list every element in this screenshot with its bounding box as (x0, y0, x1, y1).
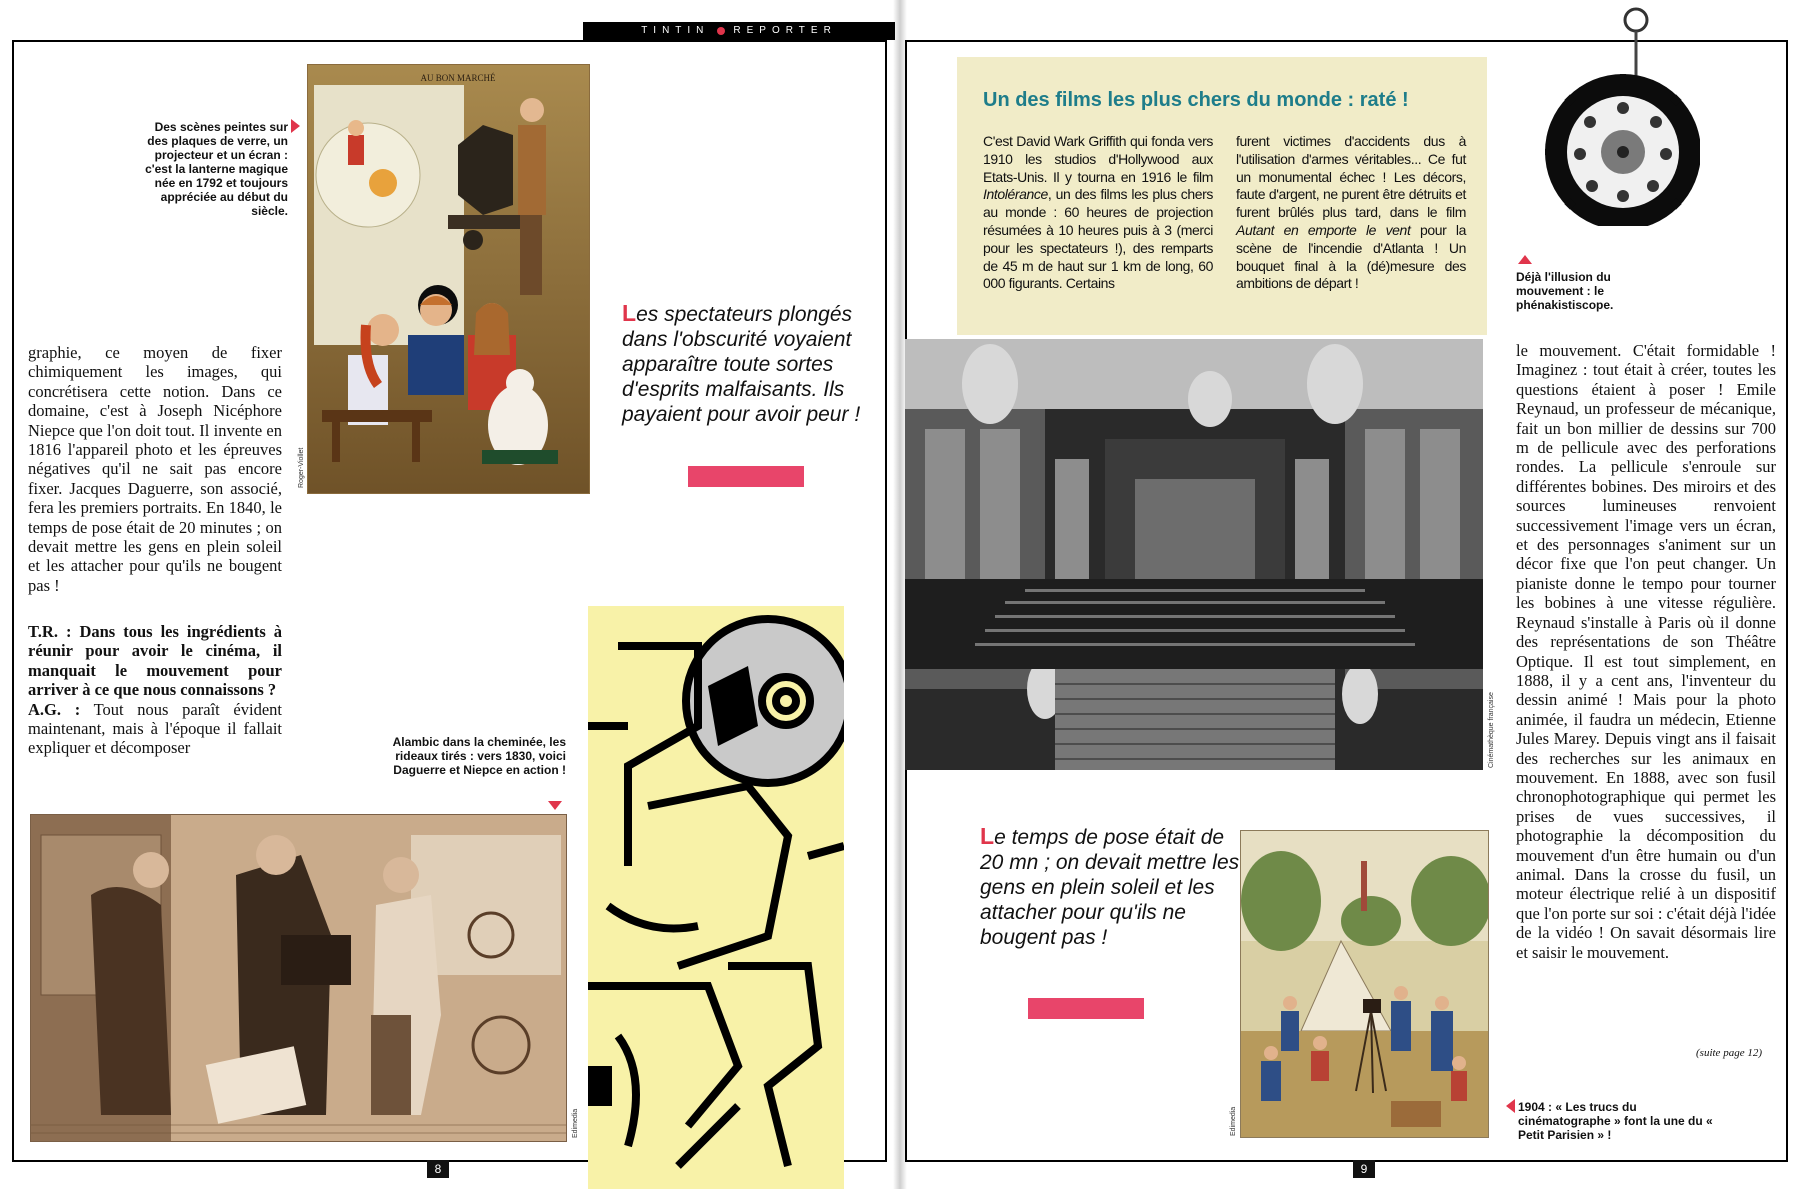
right-quote-text: e temps de pose était de 20 mn ; on devait mettre les gens en plein soleil et les attacher pour qu'ils ne bougent pas ! (980, 826, 1240, 949)
continued-note: (suite page 12) (1696, 1047, 1762, 1059)
right-body-text: le mouvement. C'était formidable ! Imaginez : tout était à créer, toutes les questions étaient à poser ! Emile Reynaud, un professeur de mécanique, fait un bon millier de dessins sur 700 m de pellicule avec des perforations rondes. La pellicule s'enroule sur différentes bobines. Des miroirs et des sources lumineuses renvoient successivement l'image vers un écran, et des personnages s'animent sur un décor fixe que l'on peut changer. Un pianiste donne le tempo pour tourner les bobines à une vitesse régulière. Reynaud s'installe à Paris où il donne des représentations de son Théâtre Optique. Il est tout simplement, en 1888, il y a cent ans, l'inventeur du dessin animé ! Mais pour la photo animée, il faudra un médecin, Etienne Jules Marey. Depuis vingt ans il faisait des recherches sur les animaux en mouvement. En 1888, avec son fusil chronophotographique qui permet les prises de vues successives, il photographie la décomposition du mouvement d'un être humain ou d'un animal. Dans la crosse du fusil, un moteur électrique relié à un dispositif que l'on porte sur soi : c'était déjà l'idée de la vidéo ! On savait désormais lire et saisir le mouvement. (1516, 341, 1777, 962)
petit-parisien-caption: 1904 : « Les trucs du cinématographe » font la une du « Petit Parisien » ! (1518, 1100, 1713, 1142)
header-dot-icon (717, 27, 725, 35)
sidebar-col2-a: furent victimes d'accidents dus à l'utilisation d'armes véritables... Ce fut un monumental échec ! Les décors, faute d'argent, ne purent être détruits et furent brûlés plus tard, dans le film (1236, 133, 1466, 221)
sidebar-col1-a: C'est David Wark Griffith qui fonda vers 1910 les studios d'Hollywood aux Etats-Unis. Il y tourna en 1916 le film (983, 133, 1213, 185)
phenakistiscope-drawing (1538, 4, 1700, 226)
sidebar-column-1 (983, 133, 1213, 293)
header-word-reporter: REPORTER (733, 25, 837, 36)
phenakistiscope-caption: Déjà l'illusion du mouvement : le phénakistiscope. (1516, 270, 1614, 312)
sidebar-film-intolerance: Intolérance (983, 186, 1048, 203)
caption-arrow-down-icon (548, 801, 562, 810)
magic-lantern-drawing (308, 65, 590, 494)
tintin-comic-drawing (588, 606, 844, 1189)
petit-parisien-drawing (1241, 831, 1489, 1138)
caption-arrow-left-icon (1506, 1099, 1515, 1113)
petit-parisien-credit: Edimedia (1230, 1106, 1237, 1136)
sidebar-column-2 (1236, 133, 1466, 293)
caption-arrow-up-icon (1518, 255, 1532, 264)
page-number-right: 9 (1353, 1160, 1375, 1178)
phenakistiscope-image (1538, 4, 1700, 226)
page-number-left: 8 (427, 1160, 449, 1178)
caption-arrow-right-icon (291, 119, 300, 133)
daguerre-engraving-drawing (31, 815, 567, 1142)
intolerance-still-drawing (905, 339, 1483, 770)
sidebar-col2-b: pour la scène de l'incendie d'Atlanta ! Un bouquet final à la (dé)mesure des ambitions de départ ! (1236, 221, 1467, 292)
left-pull-quote (622, 301, 884, 427)
magic-lantern-caption-text: Des scènes peintes sur des plaques de verre, un projecteur et un écran : c'est la lanterne magique née en 1792 et toujours appréciée au début du siècle. (145, 120, 288, 218)
sidebar-film-gone-with-wind: Autant en emporte le vent (1236, 221, 1411, 238)
running-header (583, 22, 895, 40)
left-quote-pink-bar (688, 466, 804, 487)
petit-parisien-illustration (1240, 830, 1489, 1138)
left-quote-dropcap: L (622, 300, 637, 326)
left-body-paragraph: graphie, ce moyen de fixer chimiquement les images, qui concrétisera cette notion. Dans ce domaine, c'est à Joseph Nicéphore Niepce que l'on doit tout. Il invente en 1816 l'appareil photo et les épreuves négatives qu'il ne sait pas encore fixer. Jacques Daguerre, son associé, fera les premiers portraits. En 1840, le temps de pose était de 20 minutes ; on devait mettre les gens en plein soleil et les attacher pour qu'ils ne bougent pas ! (28, 343, 282, 595)
magic-lantern-credit: Roger-Viollet (298, 447, 305, 488)
right-pull-quote (980, 824, 1240, 950)
tr-qa-block (28, 622, 282, 758)
right-quote-pink-bar (1028, 998, 1144, 1019)
magic-lantern-illustration (307, 64, 590, 494)
ag-label: A.G. : (28, 699, 81, 719)
au-bon-marche-sign: AU BON MARCHÉ (420, 73, 496, 83)
header-word-tintin: TINTIN (641, 25, 710, 36)
sidebar-title: Un des films les plus chers du monde : raté ! (983, 89, 1409, 111)
sidebar-col1-b: , un des films les plus chers au monde : 60 heures de projection résumées à 10 heures puis à 3 (merci pour les spectateurs !), des remparts de 45 m de haut sur 1 km de long, 60 000 figurants. Certains (983, 186, 1213, 292)
daguerre-niepce-engraving (30, 814, 567, 1142)
daguerre-caption-text: Alambic dans la cheminée, les rideaux tirés : vers 1830, voici Daguerre et Niepce en action ! (392, 735, 566, 777)
magic-lantern-caption (138, 120, 288, 218)
daguerre-caption (366, 735, 566, 777)
intolerance-film-still (905, 339, 1483, 770)
left-quote-text: es spectateurs plongés dans l'obscurité voyaient apparaître toute sortes d'esprits malfaisants. Ils payaient pour avoir peur ! (622, 303, 861, 426)
intolerance-sidebar (957, 57, 1487, 335)
right-quote-dropcap: L (980, 823, 995, 849)
daguerre-credit: Edimedia (572, 1108, 579, 1138)
tr-question: T.R. : Dans tous les ingrédients à réunir pour avoir le cinéma, il manquait le mouvement pour arriver à ce que nous connaissons ? (28, 622, 282, 700)
tintin-comic-panel (588, 606, 844, 1189)
intolerance-credit: Cinémathèque française (1488, 692, 1495, 768)
ag-answer: Tout nous paraît évident maintenant, mais à l'époque il fallait expliquer et décomposer (28, 699, 283, 758)
